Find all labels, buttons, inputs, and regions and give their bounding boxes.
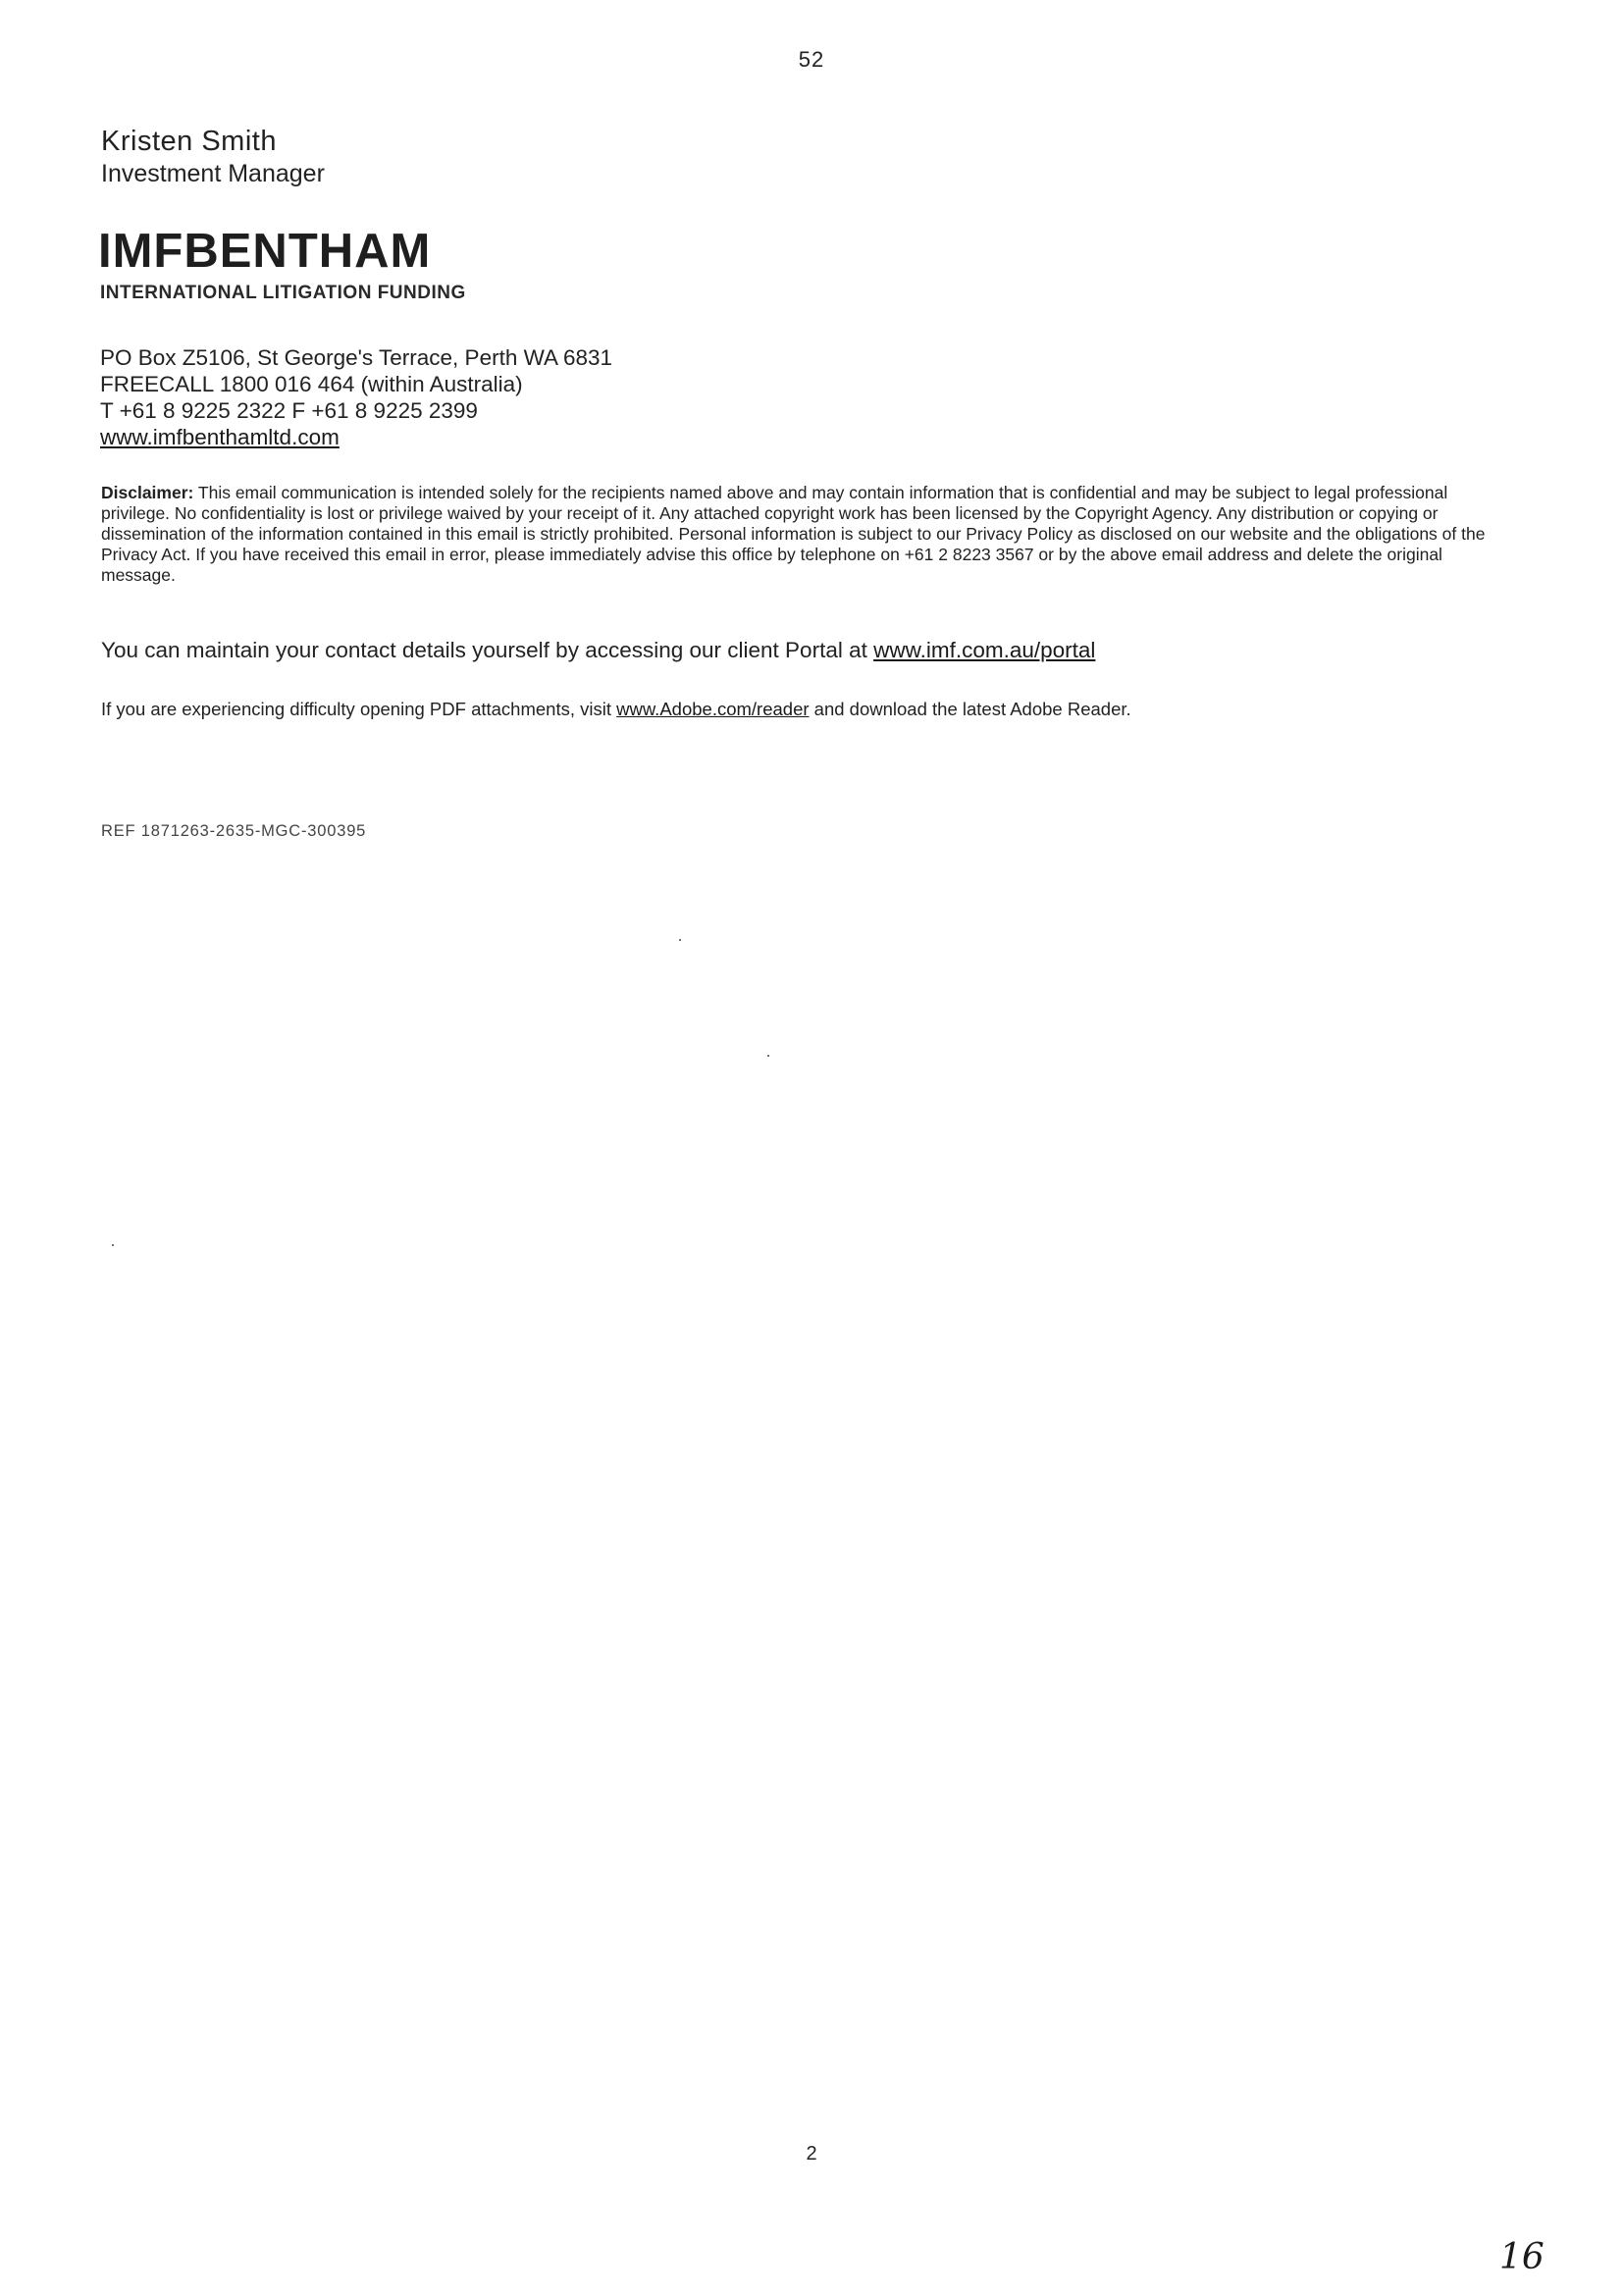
scan-speck [112,1244,114,1246]
portal-link[interactable]: www.imf.com.au/portal [873,638,1096,662]
sender-title: Investment Manager [101,160,325,187]
sender-name: Kristen Smith [101,126,277,157]
scan-speck [679,939,681,941]
company-tagline: INTERNATIONAL LITIGATION FUNDING [100,283,466,303]
pdf-notice-text: If you are experiencing difficulty opening PDF attachments, visit [101,699,617,719]
scan-speck [767,1055,769,1057]
disclaimer-label: Disclaimer: [101,483,194,502]
page-top-number: 52 [798,47,825,72]
portal-notice-text: You can maintain your contact details yourself by accessing our client Portal at [101,638,874,662]
disclaimer-block [101,483,1494,586]
adobe-reader-link[interactable]: www.Adobe.com/reader [616,699,810,719]
pdf-notice-text-end: and download the latest Adobe Reader. [809,699,1131,719]
page-bottom-number: 2 [806,2143,817,2165]
reference-code: REF 1871263-2635-MGC-300395 [101,822,367,840]
portal-notice [101,638,1095,663]
phone-fax: T +61 8 9225 2322 F +61 8 9225 2399 [100,398,478,423]
disclaimer-text: This email communication is intended solely for the recipients named above and may contain information that is confidential and may be subject to legal professional privilege. No confidentiality is lost or privilege waived by your receipt of it. Any attached copyright work has been licensed by the Copyright Agency. Any distribution or copying or dissemination of the information contained in this email is strictly prohibited. Personal information is subject to our Privacy Policy as disclosed on our website and the obligations of the Privacy Act. If you have received this email in error, please immediately advise this office by telephone on +61 2 8223 3567 or by the above email address and delete the original message. [101,483,1486,585]
freecall-number: FREECALL 1800 016 464 (within Australia) [100,372,523,396]
postal-address: PO Box Z5106, St George's Terrace, Perth WA 6831 [100,345,613,370]
company-website-link[interactable]: www.imfbenthamltd.com [100,425,340,449]
company-website-container [100,425,340,450]
company-logo: IMFBENTHAM [98,225,432,278]
pdf-notice [101,699,1131,720]
handwritten-page-number: 16 [1499,2237,1544,2277]
